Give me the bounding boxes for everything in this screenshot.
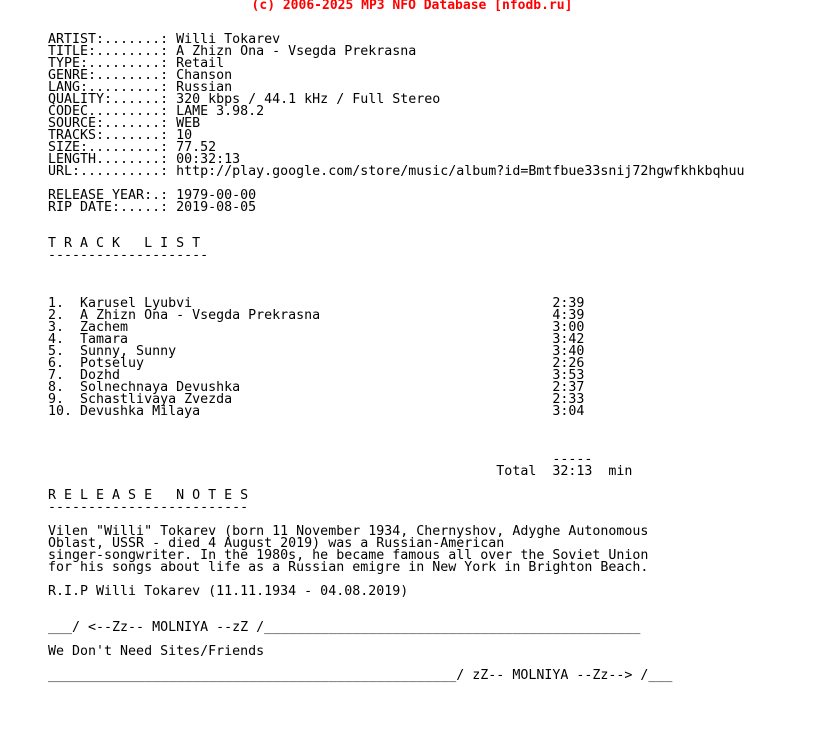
nfo-text-body: ARTIST:.......: Willi Tokarev TITLE:........: A Zhizn Ona - Vsegda Prekrasna TYPE:.........: Retail GENRE:........: Chanson LANG:.........: Russian QUALITY:......: 320 kbps / 44.1 kHz / Full Stereo CODEC.........: LAME 3.98.2 SOURCE:.......: WEB TRACKS:.......: 10 SIZE:.........: 77.52 LENGTH........: 00:32:13 URL:..........: http://play.google.com/store/music/album?id=Bmtfbue33snij72hgwfkhkbqhuu RELEASE YEAR:.: 1979-00-00 RIP DATE:.....: 2019-08-05 T R A C K L I S T -------------------- 1. Karusel Lyubvi 2:39 2. A Zhizn Ona - Vsegda Prekrasna 4:39 3. Zachem 3:00 4. Tamara 3:42 5. Sunny, Sunny 3:40 6. Potseluy 2:26 7. Dozhd 3:53 8. Solnechnaya Devushka 2:37 9. Schastlivaya Zvezda 2:33 10. Devushka Milaya 3:04 ----- Total 32:13 min R E L E A S E N O T E S ------------------------- Vilen "Willi" Tokarev (born 11 November 1934, Chernyshov, Adyghe Autonomous Oblast, USSR - died 4 August 2019) was a Russian-American singer-songwriter. In the 1980s, he became famous all over the Soviet Union for his songs about life as a Russian emigre in New York in Brighton Beach. R.I.P Willi Tokarev (11.11.1934 - 04.08.2019) ___/ <--Zz-- MOLNIYA --zZ /_______________________________________________ We Don't Need Sites/Friends ___________________________________________________/ zZ-- MOLNIYA --Zz--> /___ bbox=[48, 32, 745, 683]
site-credit-header: (c) 2006-2025 MP3 NFO Database [nfodb.ru] bbox=[251, 0, 573, 13]
